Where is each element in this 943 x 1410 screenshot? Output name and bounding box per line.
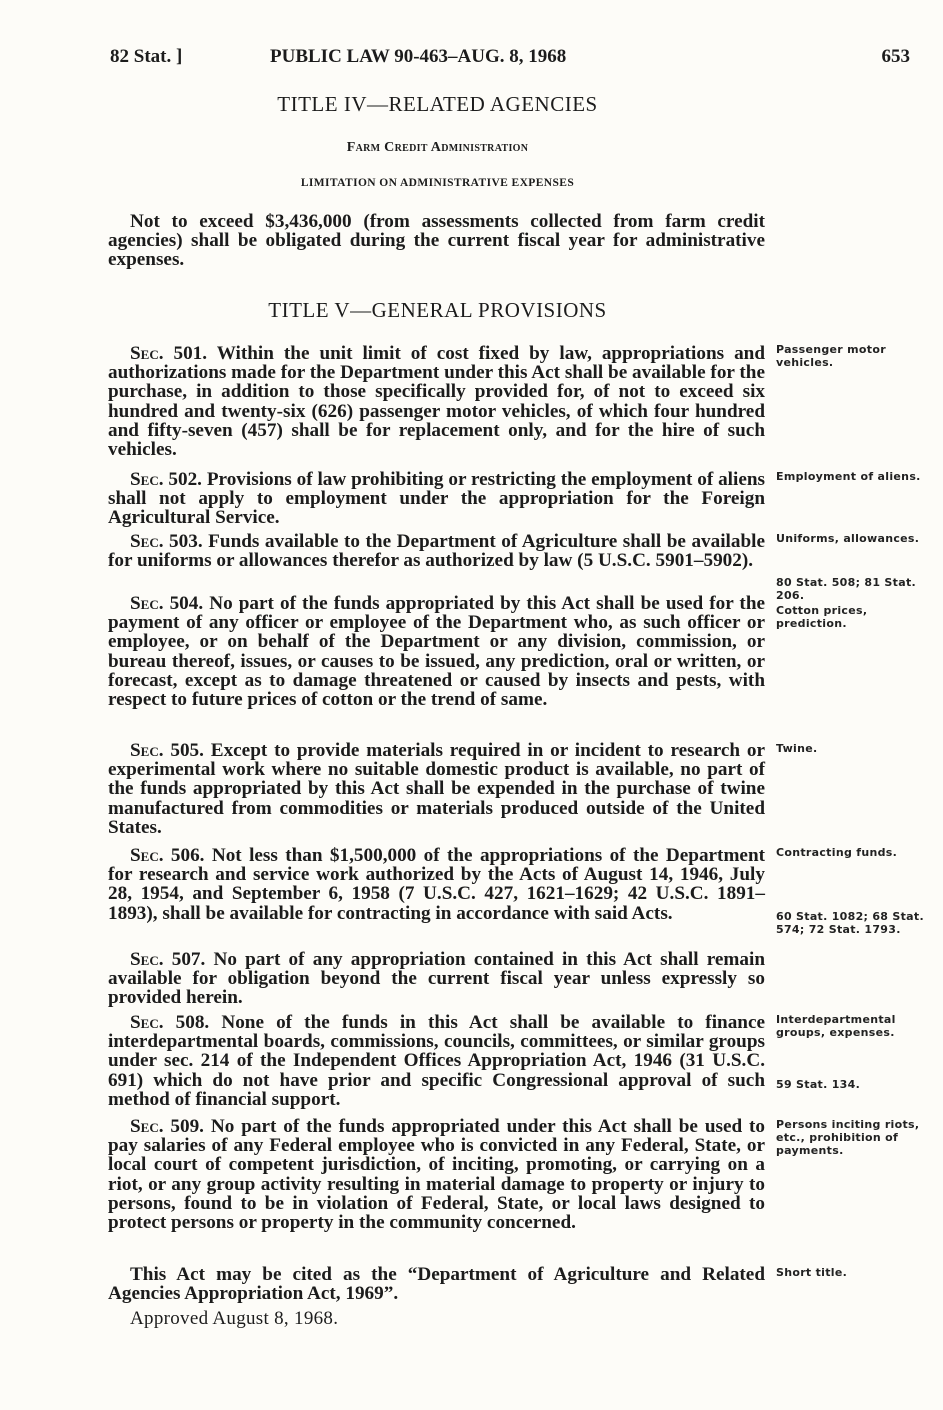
margin-note-passenger-vehicles: Passenger motor vehicles. [776,343,886,369]
section-508 [108,1013,765,1109]
margin-note-employment-aliens: Employment of aliens. [776,470,921,483]
margin-note-cotton-prices: Cotton prices, prediction. [776,604,868,630]
section-503 [108,532,765,570]
section-text: Within the unit limit of cost fixed by law, appropriations and authorizations made for the Department under this Act shall be available for the purchase, in addition to those specifically provided for, of not to exceed six hundred and twenty-six (626) passenger motor vehicles, of which four hundred and fifty-seven (457) shall be for replacement only, and for the hire of such vehicles. [108,343,766,461]
title-iv-heading: TITLE IV—RELATED AGENCIES [277,92,598,116]
margin-note-stat-citation: 80 Stat. 508; 81 Stat. 206. [776,576,916,602]
limitation-paragraph: Not to exceed $3,436,000 (from assessments collected from farm credit agencies) shall be obligated during the current fiscal year for administrative expenses. [108,211,765,271]
section-label: Sec. 508. [130,1012,210,1033]
margin-note-riots: Persons inciting riots, etc., prohibition of payments. [776,1118,920,1157]
section-505 [108,741,765,837]
margin-note-stat-citation: 59 Stat. 134. [776,1078,861,1091]
margin-note-contracting-funds: Contracting funds. [776,846,898,859]
section-509 [108,1117,765,1232]
margin-note-stat-citation: 60 Stat. 1082; 68 Stat. 574; 72 Stat. 1793. [776,910,924,936]
page-number: 653 [881,46,910,67]
section-text: No part of the funds appropriated by this Act shall be used for the payment of any officer or employee of the Department who, as such officer or employee, or on behalf of the Department or any division, commission, or bureau thereof, issues, or causes to be issued, any prediction, oral or written, or forecast, except as to damage threatened or caused by insects and pests, with respect to future prices of cotton or the trend of same. [108,593,766,711]
approval-date: Approved August 8, 1968. [130,1308,339,1329]
section-label: Sec. 503. [130,531,203,552]
section-text: Not less than $1,500,000 of the appropriations of the Department for research and service work authorized by the Acts of August 14, 1946, July 28, 1954, and September 6, 1958 (7 U.S.C. 427, 1621–1629; 42 U.S.C. 1891–1893), shall be available for contracting in accordance with said Acts. [108,845,766,924]
public-law-citation: PUBLIC LAW 90-463–AUG. 8, 1968 [270,46,567,67]
title-v-heading: TITLE V—GENERAL PROVISIONS [268,298,607,322]
section-text: No part of any appropriation contained in this Act shall remain available for obligation beyond the current fiscal year unless expressly so provided herein. [108,949,766,1009]
margin-note-interdepartmental: Interdepartmental groups, expenses. [776,1013,896,1039]
margin-note-uniforms: Uniforms, allowances. [776,532,920,545]
section-label: Sec. 507. [130,949,206,970]
agency-heading: Farm Credit Administration [346,140,529,155]
margin-note-short-title: Short title. [776,1266,848,1279]
section-text: No part of the funds appropriated under this Act shall be used to pay salaries of any Federal employee who is convicted in any Federal, State, or local court of competent jurisdiction, of inciting, promoting, or carrying on a riot, or any group activity resulting in material damage to property or injury to persons, found to be in violation of Federal, State, or local laws designed to protect persons or property in the community concerned. [108,1116,766,1234]
section-text: Except to provide materials required in or incident to research or experimental work where no suitable domestic product is available, no part of the funds appropriated by this Act shall be expended in the purchase of twine manufactured from commodities or materials produced outside of the United States. [108,740,766,838]
section-507 [108,950,765,1008]
section-label: Sec. 502. [130,469,202,490]
section-504 [108,594,765,709]
section-501 [108,344,765,459]
section-label: Sec. 505. [130,740,204,761]
section-text: Provisions of law prohibiting or restricting the employment of aliens shall not apply to employment under the appropriation for the Foreign Agricultural Service. [108,469,765,529]
section-text: Funds available to the Department of Agriculture shall be available for uniforms or allowances therefor as authorized by law (5 U.S.C. 5901–5902). [108,531,765,572]
section-text: None of the funds in this Act shall be available to finance interdepartmental boards, commissions, councils, committees, or similar groups under sec. 214 of the Independent Offices Appropriation Act, 1946 (31 U.S.C. 691) which do not have prior and specific Congressional approval of such method of financial support. [108,1012,766,1110]
running-head [110,46,910,72]
section-label: Sec. 501. [130,343,208,364]
statute-volume: 82 Stat. ] [110,46,183,67]
section-label: Sec. 506. [130,845,205,866]
section-506 [108,846,765,923]
section-label: Sec. 504. [130,593,204,614]
margin-note-twine: Twine. [776,742,818,755]
short-title-paragraph: This Act may be cited as the “Department of Agriculture and Related Agencies Appropriation Act, 1969”. [108,1264,765,1305]
section-label: Sec. 509. [130,1116,204,1137]
limitation-heading: LIMITATION ON ADMINISTRATIVE EXPENSES [300,177,575,189]
section-502 [108,470,765,528]
